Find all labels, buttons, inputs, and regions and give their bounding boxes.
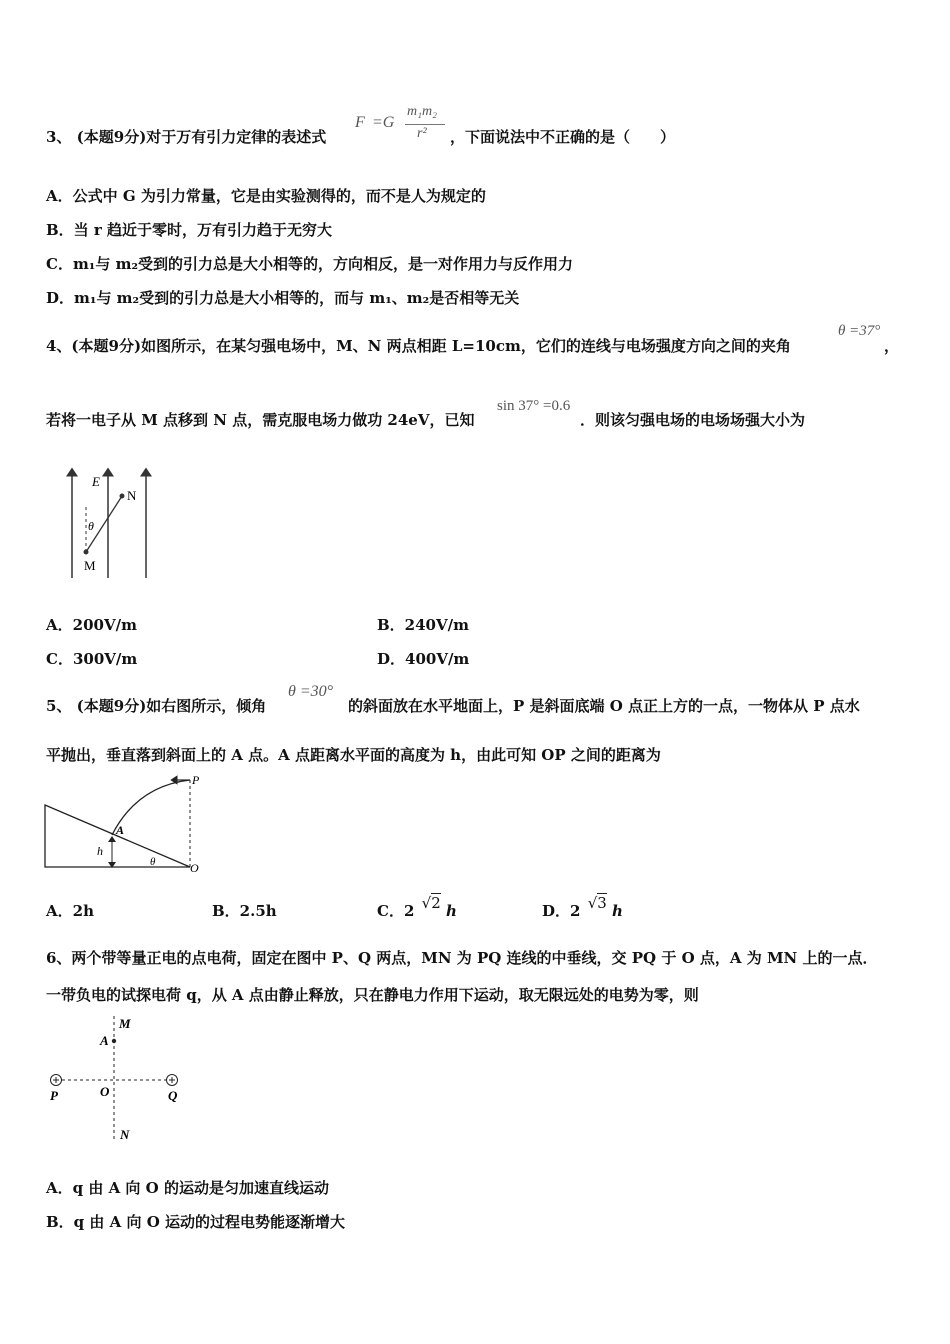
label-n: N bbox=[127, 488, 137, 503]
label-n: N bbox=[120, 1127, 130, 1142]
q5-option-c-coef: C．2 bbox=[377, 902, 415, 920]
q5-option-c[interactable] bbox=[377, 894, 457, 921]
q4-option-d[interactable]: D．400V/m bbox=[377, 650, 470, 668]
label-a: A bbox=[100, 1033, 109, 1048]
q6-charges-diagram bbox=[44, 1012, 194, 1147]
label-o: O bbox=[190, 861, 199, 875]
q5-option-a-text: A．2h bbox=[46, 902, 94, 920]
q6-option-b[interactable]: B．q 由 A 向 O 运动的过程电势能逐渐增大 bbox=[46, 1213, 345, 1231]
q5-stem-line2: 平抛出，垂直落到斜面上的 A 点。A 点距离水平面的高度为 h，由此可知 OP 之间的距离为 bbox=[46, 746, 661, 764]
q4-option-a[interactable]: A．200V/m bbox=[46, 616, 137, 634]
q3-formula bbox=[355, 104, 450, 154]
formula-numerator: m₁m₂ bbox=[407, 104, 437, 119]
point-m bbox=[84, 550, 89, 555]
q4-stem-line2: 若将一电子从 M 点移到 N 点，需克服电场力做功 24eV，已知 bbox=[46, 411, 475, 429]
q4-option-c[interactable]: C．300V/m bbox=[46, 650, 138, 668]
label-m: M bbox=[84, 558, 96, 573]
q4-stem-line2-end: ．则该匀强电场的电场场强大小为 bbox=[580, 411, 806, 429]
label-p: P bbox=[50, 1088, 58, 1103]
q5-stem-suffix: 的斜面放在水平地面上，P 是斜面底端 O 点正上方的一点，一物体从 P 点水 bbox=[348, 697, 860, 715]
sqrt-icon: √ bbox=[421, 894, 432, 912]
q4-sin-formula: sin 37° =0.6 bbox=[497, 398, 571, 414]
q5-angle-formula: θ =30° bbox=[288, 683, 334, 700]
label-p: P bbox=[192, 773, 200, 787]
q4-stem-line1: 4、(本题9分)如图所示，在某匀强电场中，M、N 两点相距 L=10cm，它们的连线与电场强度方向之间的夹角 bbox=[46, 337, 791, 355]
q4-stem-line1-end: ， bbox=[884, 337, 900, 355]
formula-denominator: r² bbox=[417, 126, 427, 141]
label-a: A bbox=[116, 823, 125, 837]
q5-option-c-h: h bbox=[445, 902, 457, 920]
q4-angle-formula: θ =37° bbox=[838, 323, 881, 339]
formula-eq: =G bbox=[372, 114, 395, 131]
q5-option-d[interactable] bbox=[542, 894, 623, 921]
label-theta: θ bbox=[150, 856, 156, 868]
fraction-bar bbox=[405, 124, 445, 125]
label-h: h bbox=[97, 844, 103, 858]
label-q: Q bbox=[168, 1088, 178, 1103]
q3-option-a[interactable]: A．公式中 G 为引力常量，它是由实验测得的，而不是人为规定的 bbox=[46, 187, 486, 205]
q5-option-b[interactable] bbox=[212, 901, 277, 921]
q3-option-c[interactable]: C．m₁与 m₂受到的引力总是大小相等的，方向相反，是一对作用力与反作用力 bbox=[46, 255, 574, 273]
formula-F: F bbox=[355, 114, 365, 131]
q4-field-diagram bbox=[58, 464, 158, 582]
q3-option-b[interactable]: B．当 r 趋近于零时，万有引力趋于无穷大 bbox=[46, 221, 333, 239]
q5-option-d-h: h bbox=[612, 902, 623, 920]
q5-option-d-coef: D．2 bbox=[542, 902, 581, 920]
q6-stem-line1: 6、两个带等量正电的点电荷，固定在图中 P、Q 两点，MN 为 PQ 连线的中垂线，交 PQ 于 O 点，A 为 MN 上的一点． bbox=[46, 949, 878, 967]
q3-stem bbox=[46, 127, 326, 147]
q5-option-c-radicand: 2 bbox=[431, 894, 441, 912]
point-n bbox=[120, 494, 125, 499]
q3-stem-prefix: 3、 (本题9分)对于万有引力定律的表述式 bbox=[46, 128, 327, 146]
q6-option-a[interactable]: A．q 由 A 向 O 的运动是匀加速直线运动 bbox=[46, 1179, 329, 1197]
q5-option-d-radicand: 3 bbox=[597, 894, 607, 912]
q5-option-a[interactable] bbox=[46, 901, 94, 921]
q4-option-b[interactable]: B．240V/m bbox=[377, 616, 469, 634]
q3-stem-suffix: ，下面说法中不正确的是（ ） bbox=[450, 128, 676, 146]
q6-stem-line2: 一带负电的试探电荷 q，从 A 点由静止释放，只在静电力作用下运动，取无限远处的电势为零，则 bbox=[46, 986, 699, 1004]
label-theta: θ bbox=[88, 519, 94, 533]
q5-stem-prefix: 5、 (本题9分)如右图所示，倾角 bbox=[46, 697, 267, 715]
label-o: O bbox=[100, 1084, 110, 1099]
label-e: E bbox=[92, 474, 100, 489]
label-m: M bbox=[119, 1016, 131, 1031]
q3-option-d[interactable]: D．m₁与 m₂受到的引力总是大小相等的，而与 m₁、m₂是否相等无关 bbox=[46, 289, 520, 307]
sqrt-icon: √ bbox=[587, 894, 598, 912]
point-a bbox=[112, 1039, 116, 1043]
q5-incline-diagram bbox=[42, 772, 207, 880]
q5-option-b-text: B．2.5h bbox=[212, 902, 277, 920]
